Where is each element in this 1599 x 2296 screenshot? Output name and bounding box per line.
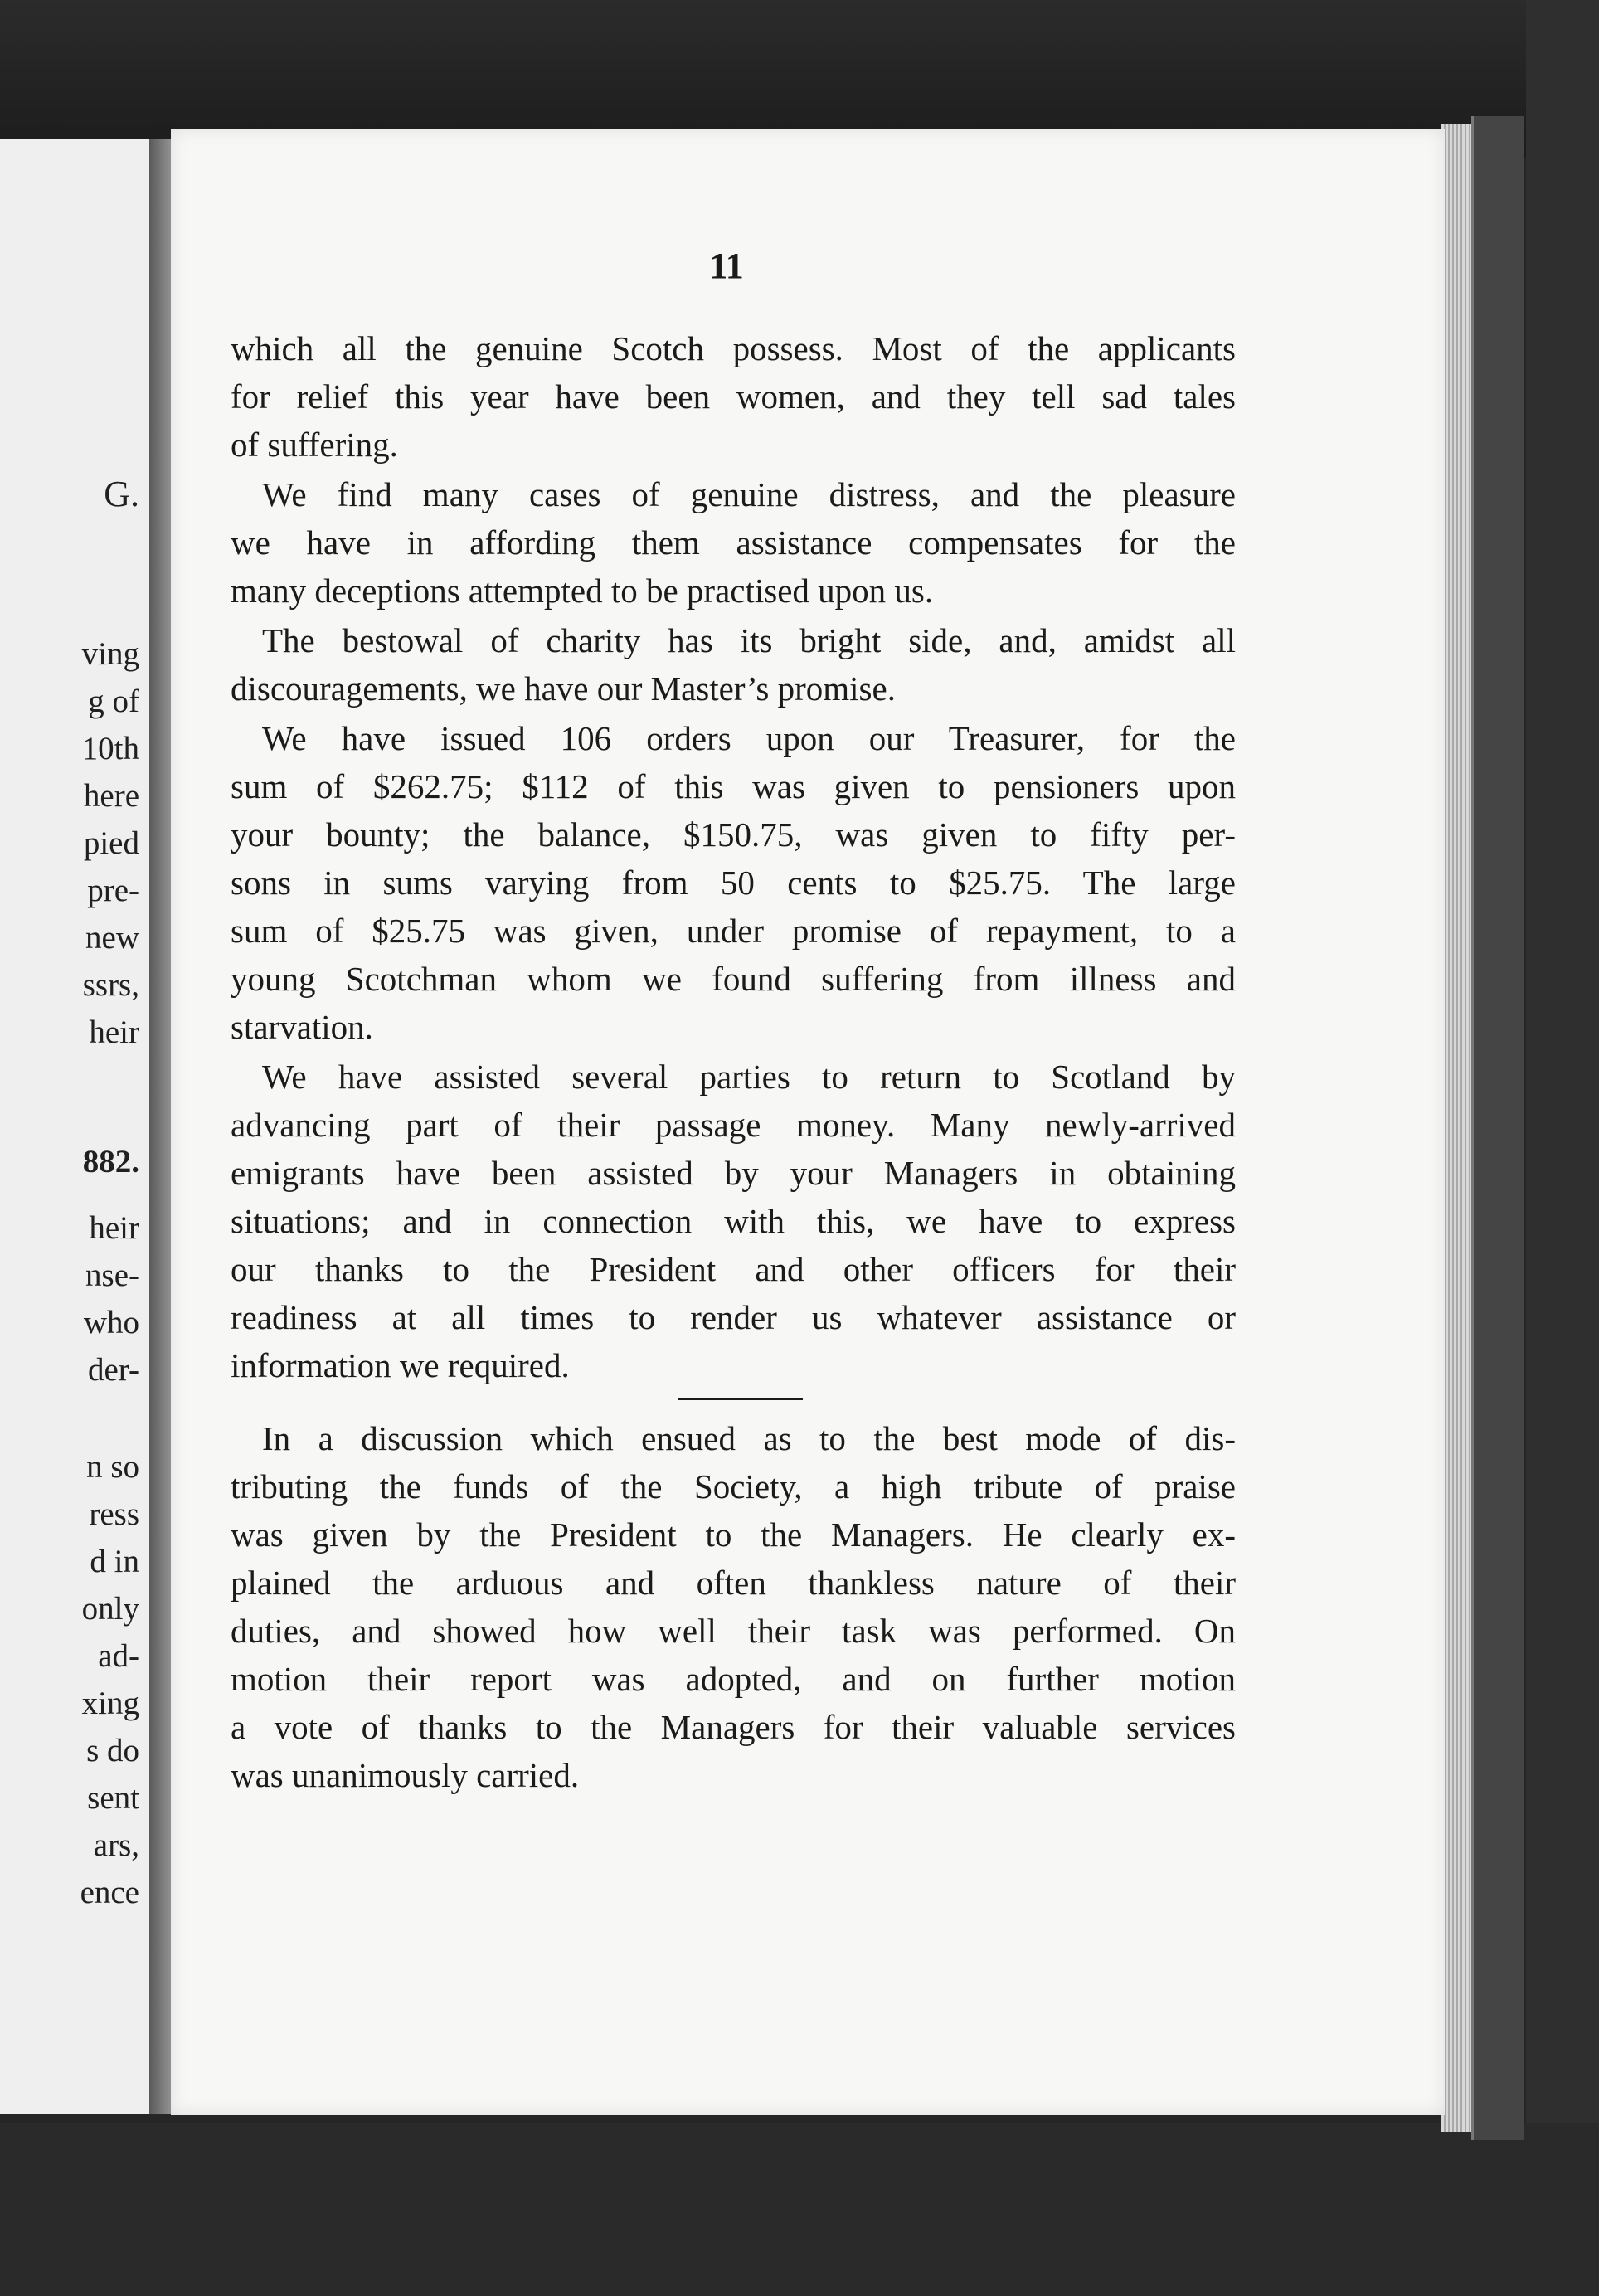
text-line: which all the genuine Scotch possess. Most of the applicants [231, 329, 1236, 367]
left-page-line: d in [90, 1544, 139, 1579]
text-line: a vote of thanks to the Managers for their valuable services [231, 1708, 1236, 1746]
left-page-line: 882. [82, 1144, 139, 1180]
text-line: was given by the President to the Managers. He clearly ex- [231, 1515, 1236, 1554]
text-line: emigrants have been assisted by your Managers in obtaining [231, 1154, 1236, 1192]
left-page-line: pre- [87, 873, 139, 908]
page-edges [1441, 124, 1471, 2132]
left-page-line: ving [81, 636, 139, 672]
text-line: advancing part of their passage money. Many newly-arrived [231, 1106, 1236, 1144]
text-line: starvation. [231, 1008, 373, 1046]
left-page-line: n so [86, 1449, 139, 1485]
left-page-line: xing [81, 1686, 139, 1721]
text-line: duties, and showed how well their task was performed. On [231, 1612, 1236, 1650]
text-line: sum of $25.75 was given, under promise of repayment, to a [231, 912, 1236, 950]
text-line: We have issued 106 orders upon our Treasurer, for the [262, 719, 1236, 757]
text-line: We have assisted several parties to return to Scotland by [262, 1058, 1236, 1096]
text-line: motion their report was adopted, and on further motion [231, 1660, 1236, 1698]
left-page-line: ars, [93, 1827, 139, 1863]
section-divider [678, 1398, 803, 1400]
left-page-line: G. [104, 474, 139, 514]
left-page-line: nse- [85, 1257, 139, 1293]
left-page-line: heir [89, 1014, 139, 1050]
left-page-line: g of [88, 683, 139, 719]
text-line: discouragements, we have our Master’s promise. [231, 669, 896, 708]
text-line: The bestowal of charity has its bright side, and, amidst all [262, 621, 1236, 659]
text-line: many deceptions attempted to be practised upon us. [231, 572, 934, 610]
right-page [171, 129, 1445, 2115]
text-line: our thanks to the President and other officers for their [231, 1250, 1236, 1288]
left-page-line: ence [80, 1875, 139, 1910]
scanner-backdrop-right [1526, 0, 1599, 2296]
text-line: for relief this year have been women, and they tell sad tales [231, 377, 1236, 416]
text-line: We find many cases of genuine distress, and the pleasure [262, 475, 1236, 513]
left-page-line: only [81, 1591, 139, 1627]
left-page-line: ad- [98, 1638, 139, 1674]
text-line: was unanimously carried. [231, 1756, 580, 1794]
left-page-line: der- [87, 1352, 139, 1388]
text-line: your bounty; the balance, $150.75, was given to fifty per- [231, 815, 1236, 854]
left-page [0, 139, 154, 2114]
scanner-backdrop-bottom [0, 2123, 1599, 2296]
text-line: information we required. [231, 1346, 570, 1384]
left-page-line: heir [89, 1210, 139, 1246]
left-page-line: sent [87, 1780, 139, 1816]
text-line: sum of $262.75; $112 of this was given to pensioners upon [231, 767, 1236, 805]
text-line: plained the arduous and often thankless nature of their [231, 1564, 1236, 1602]
text-line: we have in affording them assistance compensates for the [231, 523, 1236, 562]
left-page-line: ssrs, [82, 967, 139, 1003]
left-page-line: who [83, 1305, 139, 1340]
left-page-line: s do [86, 1733, 139, 1768]
book-cover-edge [1471, 116, 1524, 2140]
text-line: readiness at all times to render us whatever assistance or [231, 1298, 1236, 1336]
text-line: situations; and in connection with this, we have to express [231, 1202, 1236, 1240]
text-line: sons in sums varying from 50 cents to $25.75. The large [231, 863, 1236, 902]
text-line: young Scotchman whom we found suffering from illness and [231, 960, 1236, 998]
left-page-line: 10th [81, 731, 139, 766]
text-line: of suffering. [231, 426, 398, 464]
left-page-line: pied [83, 825, 139, 861]
left-page-line: ress [89, 1496, 139, 1532]
page-number: 11 [709, 246, 744, 286]
left-page-line: here [83, 778, 139, 814]
text-line: tributing the funds of the Society, a high tribute of praise [231, 1467, 1236, 1506]
text-line: In a discussion which ensued as to the best mode of dis- [262, 1419, 1236, 1457]
left-page-line: new [85, 920, 139, 956]
